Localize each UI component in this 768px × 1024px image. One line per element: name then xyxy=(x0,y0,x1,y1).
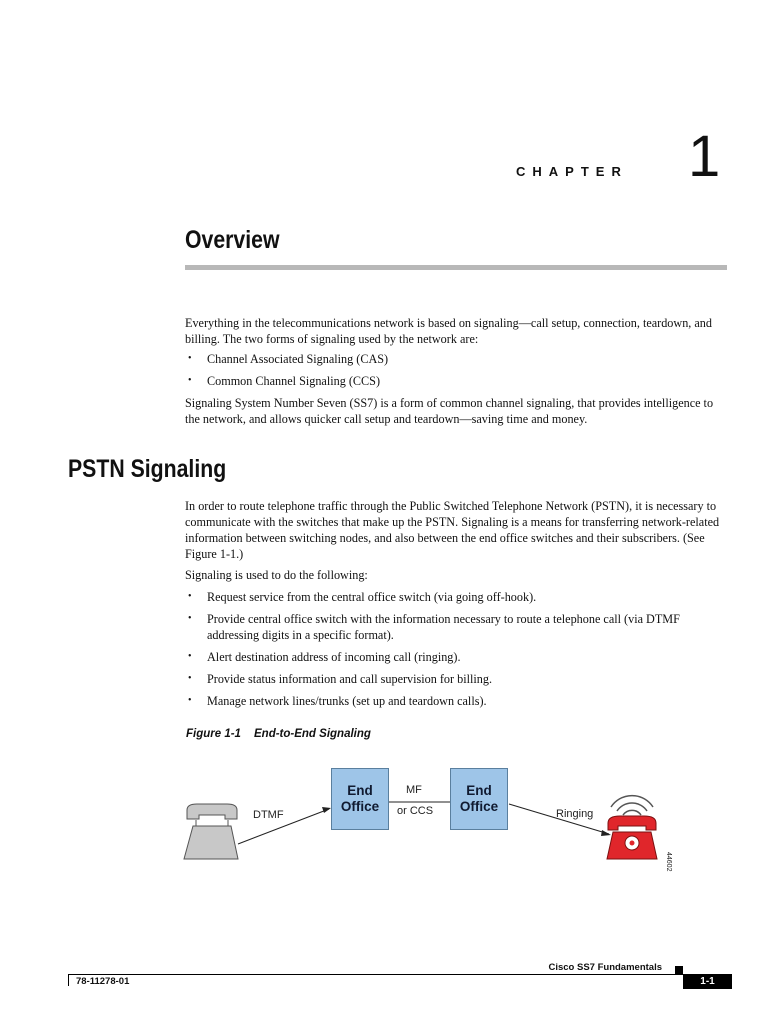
footer-book-title: Cisco SS7 Fundamentals xyxy=(548,962,662,973)
section-heading: PSTN Signaling xyxy=(68,455,227,483)
use-bullet-request: • Request service from the central office switch (via going off-hook). xyxy=(185,589,730,605)
ringing-phone-icon xyxy=(607,796,657,859)
intro-paragraph: Everything in the telecommunications network is based on signaling—call setup, connection, teardown, and billing. The two forms of signaling used by the network are: xyxy=(185,316,712,346)
intro-bullet-ccs: • Common Channel Signaling (CCS) xyxy=(185,373,730,389)
figure-title: End-to-End Signaling xyxy=(254,728,371,740)
footer-rule xyxy=(68,974,732,975)
signaling-uses-intro: Signaling is used to do the following: xyxy=(185,568,368,582)
intro-bullet-cas: • Channel Associated Signaling (CAS) xyxy=(185,351,730,367)
end-office-right-line2: Office xyxy=(459,799,499,814)
dtmf-label: DTMF xyxy=(253,809,284,821)
ss7-paragraph: Signaling System Number Seven (SS7) is a form of common channel signaling, that provides intelligence to the network, and allows quicker call setup and teardown—saving time and money. xyxy=(185,396,714,426)
page-title: Overview xyxy=(185,226,280,254)
chapter-label: CHAPTER xyxy=(516,164,628,179)
end-office-left-line1: End xyxy=(347,783,373,798)
end-office-left xyxy=(331,768,389,830)
footer-page-number: 1-1 xyxy=(683,975,732,989)
footer-tick xyxy=(68,974,69,986)
use-bullet-manage: • Manage network lines/trunks (set up and teardown calls). xyxy=(185,693,730,709)
mf-label: MF xyxy=(406,784,422,796)
footer-doc-number: 78-11278-01 xyxy=(76,976,130,987)
end-office-left-line2: Office xyxy=(340,799,380,814)
pstn-paragraph: In order to route telephone traffic through the Public Switched Telephone Network (PSTN), it is necessary to communicate with the switches that make up the PSTN. Signaling is a means for transferring network-related information between switching nodes, and also between the end office switches and their subscribers. (See Figure 1-1.) xyxy=(185,499,720,561)
end-office-right xyxy=(450,768,508,830)
end-office-right-line1: End xyxy=(466,783,492,798)
figure-number: Figure 1-1 xyxy=(186,728,241,740)
footer-marker xyxy=(675,966,683,974)
use-bullet-status: • Provide status information and call supervision for billing. xyxy=(185,671,730,687)
use-bullet-alert: • Alert destination address of incoming call (ringing). xyxy=(185,649,730,665)
ccs-label: or CCS xyxy=(397,805,434,817)
dtmf-arrowhead xyxy=(322,807,331,813)
chapter-number: 1 xyxy=(688,124,721,189)
use-bullet-provide: • Provide central office switch with the information necessary to route a telephone call (via DTMF addressing digits in a specific format). xyxy=(185,611,730,643)
title-rule xyxy=(185,265,727,270)
figure-id: 44602 xyxy=(665,852,672,872)
ringing-label: Ringing xyxy=(556,808,594,820)
ringing-arrowhead xyxy=(601,830,611,836)
figure-caption xyxy=(186,728,371,740)
handset-phone-icon xyxy=(184,804,238,859)
